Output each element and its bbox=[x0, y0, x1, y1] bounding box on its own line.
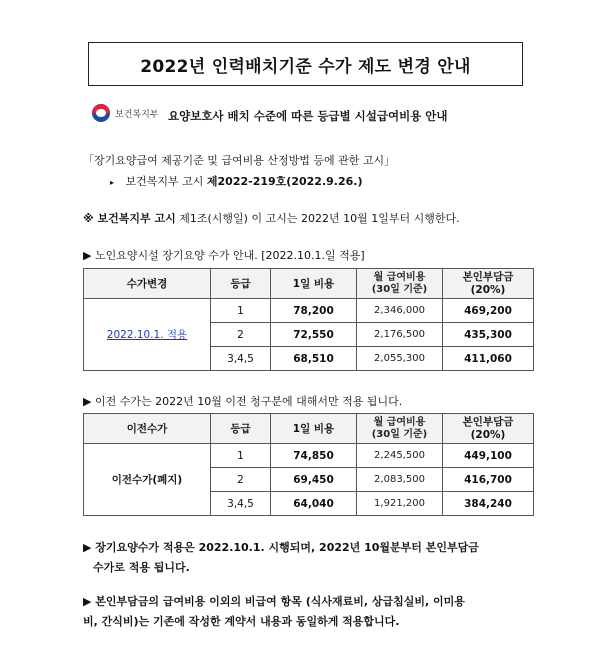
col-header: 월 급여비용 (30일 기준) bbox=[357, 414, 443, 444]
grade-cell: 3,4,5 bbox=[211, 492, 271, 516]
table-header-row bbox=[84, 269, 534, 299]
monthly-cost-cell: 2,176,500 bbox=[357, 323, 443, 347]
copay-cell: 469,200 bbox=[443, 299, 534, 323]
ministry-logo bbox=[92, 104, 158, 122]
copay-cell: 411,060 bbox=[443, 347, 534, 371]
daily-cost-cell: 69,450 bbox=[271, 468, 357, 492]
copay-cell: 416,700 bbox=[443, 468, 534, 492]
grade-cell: 3,4,5 bbox=[211, 347, 271, 371]
monthly-cost-cell: 1,921,200 bbox=[357, 492, 443, 516]
grade-cell: 2 bbox=[211, 323, 271, 347]
notice-ref-number: 제2022-219호(2022.9.26.) bbox=[206, 175, 363, 188]
col-header: 1일 비용 bbox=[271, 414, 357, 444]
daily-cost-cell: 72,550 bbox=[271, 323, 357, 347]
copay-cell: 449,100 bbox=[443, 444, 534, 468]
monthly-cost-cell: 2,083,500 bbox=[357, 468, 443, 492]
col-header: 등급 bbox=[211, 414, 271, 444]
col-header: 수가변경 bbox=[84, 269, 211, 299]
note-line: 비, 간식비)는 기존에 작성한 계약서 내용과 동일하게 적용합니다. bbox=[83, 615, 400, 629]
subtitle: 요양보호사 배치 수준에 따른 등급별 시설급여비용 안내 bbox=[168, 109, 448, 123]
note-line: ▶ 본인부담금의 급여비용 이외의 비급여 항목 (식사재료비, 상급침실비, 이미용 bbox=[83, 595, 465, 608]
page-title: 2022년 인력배치기준 수가 제도 변경 안내 bbox=[88, 42, 523, 86]
remark-lead: ※ 보건복지부 고시 bbox=[83, 212, 176, 225]
table-header-row bbox=[84, 414, 534, 444]
remark-text: 제1조(시행일) 이 고시는 2022년 10월 1일부터 시행한다. bbox=[179, 212, 460, 225]
daily-cost-cell: 78,200 bbox=[271, 299, 357, 323]
monthly-cost-cell: 2,245,500 bbox=[357, 444, 443, 468]
note-line: 수가로 적용 됩니다. bbox=[93, 561, 190, 575]
table-row bbox=[84, 299, 534, 323]
copay-cell: 384,240 bbox=[443, 492, 534, 516]
group-cell: 이전수가(폐지) bbox=[84, 444, 211, 516]
col-header: 본인부담금 (20%) bbox=[443, 269, 534, 299]
daily-cost-cell: 64,040 bbox=[271, 492, 357, 516]
copay-cell: 435,300 bbox=[443, 323, 534, 347]
grade-cell: 1 bbox=[211, 299, 271, 323]
ministry-name: 보건복지부 bbox=[115, 109, 159, 120]
table1-caption: ▶ 노인요양시설 장기요양 수가 안내. [2022.10.1.일 적용] bbox=[83, 249, 365, 262]
note-application-date bbox=[83, 538, 533, 579]
col-header: 본인부담금 (20%) bbox=[443, 414, 534, 444]
note-non-covered-items bbox=[83, 592, 533, 633]
current-fee-table bbox=[83, 268, 534, 371]
grade-cell: 1 bbox=[211, 444, 271, 468]
note-line: ▶ 장기요양수가 적용은 2022.10.1. 시행되며, 2022년 10월분부터 본인부담금 bbox=[83, 541, 479, 554]
notice-title: 「장기요양급여 제공기준 및 급여비용 산정방법 등에 관한 고시」 bbox=[83, 154, 396, 167]
table2-caption: ▶ 이전 수가는 2022년 10월 이전 청구분에 대해서만 적용 됩니다. bbox=[83, 395, 403, 408]
notice-reference bbox=[110, 173, 362, 189]
monthly-cost-cell: 2,346,000 bbox=[357, 299, 443, 323]
grade-cell: 2 bbox=[211, 468, 271, 492]
notice-ref-prefix: 보건복지부 고시 bbox=[125, 175, 204, 188]
col-header: 등급 bbox=[211, 269, 271, 299]
col-header: 이전수가 bbox=[84, 414, 211, 444]
group-cell[interactable] bbox=[84, 299, 211, 371]
daily-cost-cell: 74,850 bbox=[271, 444, 357, 468]
col-header: 월 급여비용 (30일 기준) bbox=[357, 269, 443, 299]
monthly-cost-cell: 2,055,300 bbox=[357, 347, 443, 371]
previous-fee-table bbox=[83, 413, 534, 516]
taegeuk-icon bbox=[92, 104, 110, 122]
col-header: 1일 비용 bbox=[271, 269, 357, 299]
table-row bbox=[84, 444, 534, 468]
effective-date-link[interactable]: 2022.10.1. 적용 bbox=[106, 329, 188, 341]
daily-cost-cell: 68,510 bbox=[271, 347, 357, 371]
effective-date-remark bbox=[83, 210, 460, 226]
bullet-arrow-icon: ▸ bbox=[110, 178, 115, 187]
